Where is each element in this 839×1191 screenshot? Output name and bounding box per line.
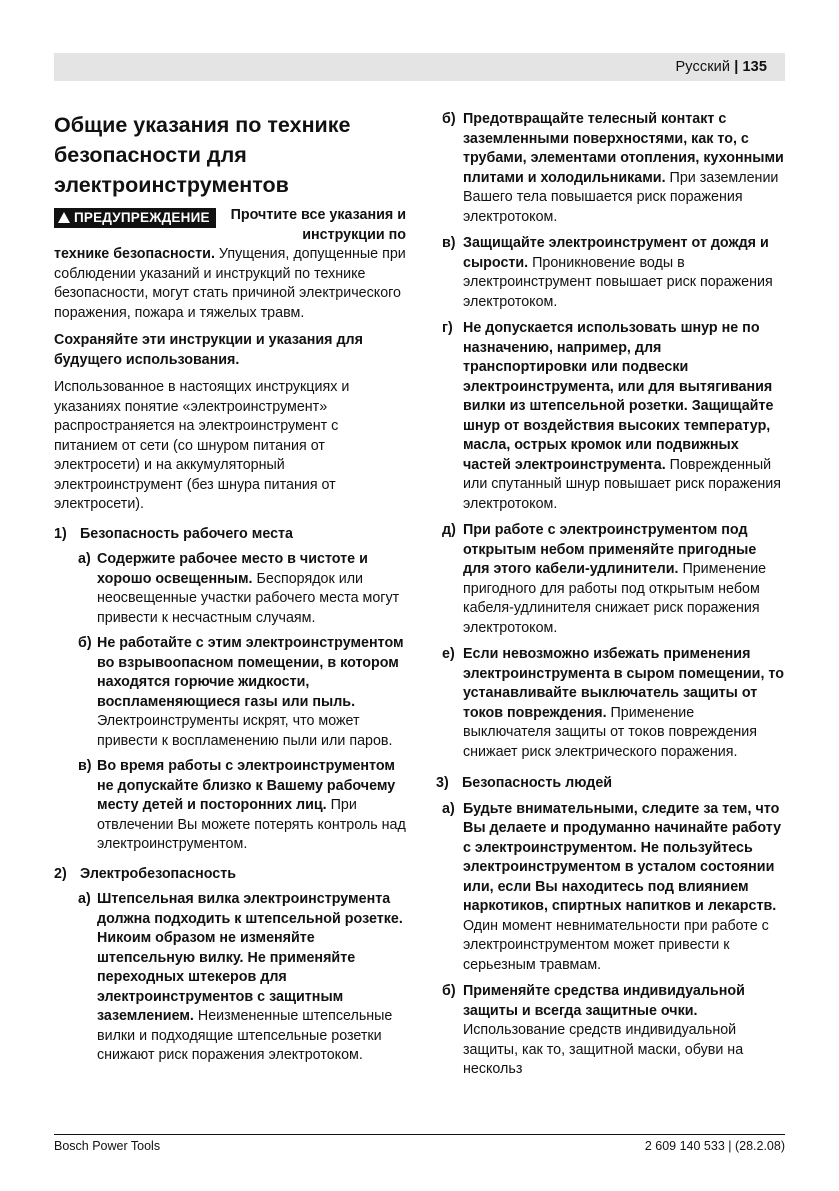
list-item [442,110,786,227]
warning-triangle-icon [58,212,70,223]
item-text: Применение пригодного для работы под открытым небом кабеля-удлинителя снижает риск поражения электротоком. [463,561,767,636]
item-bold: Применяйте средства индивидуальной защиты и всегда защитные очки. [463,983,745,1019]
list-item [78,757,406,855]
item-text: Использование средств индивидуальной защиты, как то, защитной маски, обуви на нескольз [463,1022,744,1077]
footer-brand: Bosch Power Tools [54,1139,161,1153]
section-title: Безопасность людей [462,775,613,791]
footer-doc-number: 2 609 140 533 | (28.2.08) [644,1139,785,1153]
warning-heading-cont: технике безопасности. [54,246,215,262]
definition-text: Использованное в настоящих инструкциях и указаниях понятие «электроинструмент» распространяется на электроинструмент с питанием от сети (со шнуром питания от электросети) и на аккумуляторный электроинструмент (без шнура питания от электросети). [54,379,350,512]
keep-instructions: Сохраняйте эти инструкции и указания для будущего использования. [54,332,363,368]
item-bold: Предотвращайте телесный контакт с заземленными поверхностями, как то, с трубами, элементами отопления, кухонными плитами и холодильниками. [463,111,784,186]
page-title: Общие указания по технике безопасности для электроинструментов [54,113,351,197]
section-number: 2) [54,865,67,882]
section-title: Безопасность рабочего места [80,525,294,542]
item-bold: Не работайте с этим электроинструментом во взрывоопасном помещении, в котором находятся горючие жидкости, воспламеняющиеся газы или пыль. [97,635,404,710]
item-bold: Не допускается использовать шнур не по назначению, например, для транспортировки или подвески электроинструмента, или для вытягивания вилки из штепсельной розетки. Защищайте шнур от воздействия высоких температур, масла, острых кромок или подвижных частей электроинструмента. [463,320,774,473]
item-letter: б) [442,111,456,127]
section-number: 3) [436,775,449,791]
item-bold: Если невозможно избежать применения электроинструмента в сыром помещении, то устанавливайте выключатель защиты от токов повреждения. [463,646,784,721]
list-item [442,800,786,976]
list-item [78,890,406,1066]
footer-divider [54,1134,785,1135]
header-text [676,59,767,75]
section-heading [436,774,786,794]
right-column [436,110,786,1087]
warning-body: Упущения, допущенные при соблюдении указаний и инструкций по технике безопасности, могут стать причиной электрического поражения, пожара и тяжелых травм. [54,246,406,321]
list-item [442,234,786,312]
warning-text [54,245,406,323]
item-text: Неизмененные штепсельные вилки и подходящие штепсельные розетки снижают риск поражения электротоком. [97,1008,393,1063]
section-heading [54,865,406,885]
section-number: 1) [54,525,67,542]
warning-block [54,206,406,323]
header-language: Русский [675,59,731,75]
item-bold: Будьте внимательными, следите за тем, что Вы делаете и продуманно начинайте работу с электроинструментом. Не пользуйтесь электроинструментом в усталом состоянии или, если Вы находитесь под влиянием наркотиков, спиртных напитков и лекарств. [463,800,782,914]
item-text: Один момент невнимательности при работе с электроинструментом может привести к серьезным травмам. [463,917,769,973]
item-letter: е) [442,646,455,662]
item-bold: Содержите рабочее место в чистоте и хорошо освещенным. [97,551,368,587]
item-bold: Во время работы с электроинструментом не допускайте близко к Вашему рабочему месту детей и посторонних лиц. [97,758,396,813]
list-item [78,550,406,628]
list-item [442,645,786,762]
warning-badge [54,208,216,228]
header-separator: | [734,59,739,75]
item-letter: б) [442,983,456,999]
item-letter: г) [442,320,453,336]
list-item [78,634,406,751]
page-number: 135 [742,59,767,75]
item-bold: При работе с электроинструментом под открытым небом применяйте пригодные для этого кабели-удлинители. [463,522,757,577]
warning-badge-label: ПРЕДУПРЕЖДЕНИЕ [74,210,210,225]
list-item [442,982,786,1080]
item-text: Беспорядок или неосвещенные участки рабочего места могут привести к несчастным случаям. [97,570,400,626]
list-item [442,319,786,514]
warning-heading: Прочтите все указания и инструкции по [230,207,406,243]
section-items [78,550,406,855]
item-letter: в) [78,758,92,774]
item-letter: а) [78,551,91,567]
item-text: Применение выключателя защиты от токов повреждения снижает риск электрического поражения. [463,704,758,760]
section-items [78,890,406,1066]
section-title: Электробезопасность [80,865,237,882]
item-text: Поврежденный или спутанный шнур повышает риск поражения электротоком. [463,456,781,512]
header-bar [54,53,785,81]
item-bold: Штепсельная вилка электроинструмента должна подходить к штепсельной розетке. Никоим образом не изменяйте штепсельную вилку. Не применяйте переходных штекеров для электроинструментов с защитным заземлением. [97,891,403,1024]
item-text: При заземлении Вашего тела повышается риск поражения электротоком. [463,169,779,225]
item-letter: б) [78,635,92,651]
item-text: При отвлечении Вы можете потерять контроль над электроинструментом. [97,797,406,852]
left-column [54,110,406,1066]
item-bold: Защищайте электроинструмент от дождя и сырости. [463,235,769,271]
item-letter: а) [442,800,455,817]
item-letter: в) [442,235,456,251]
item-text: Проникновение воды в электроинструмент повышает риск поражения электротоком. [463,254,773,310]
section-heading [54,525,406,545]
list-item [442,521,786,638]
item-text: Электроинструменты искрят, что может привести к воспламенению пыли или паров. [97,713,393,749]
item-letter: а) [78,891,91,907]
item-letter: д) [442,522,456,538]
